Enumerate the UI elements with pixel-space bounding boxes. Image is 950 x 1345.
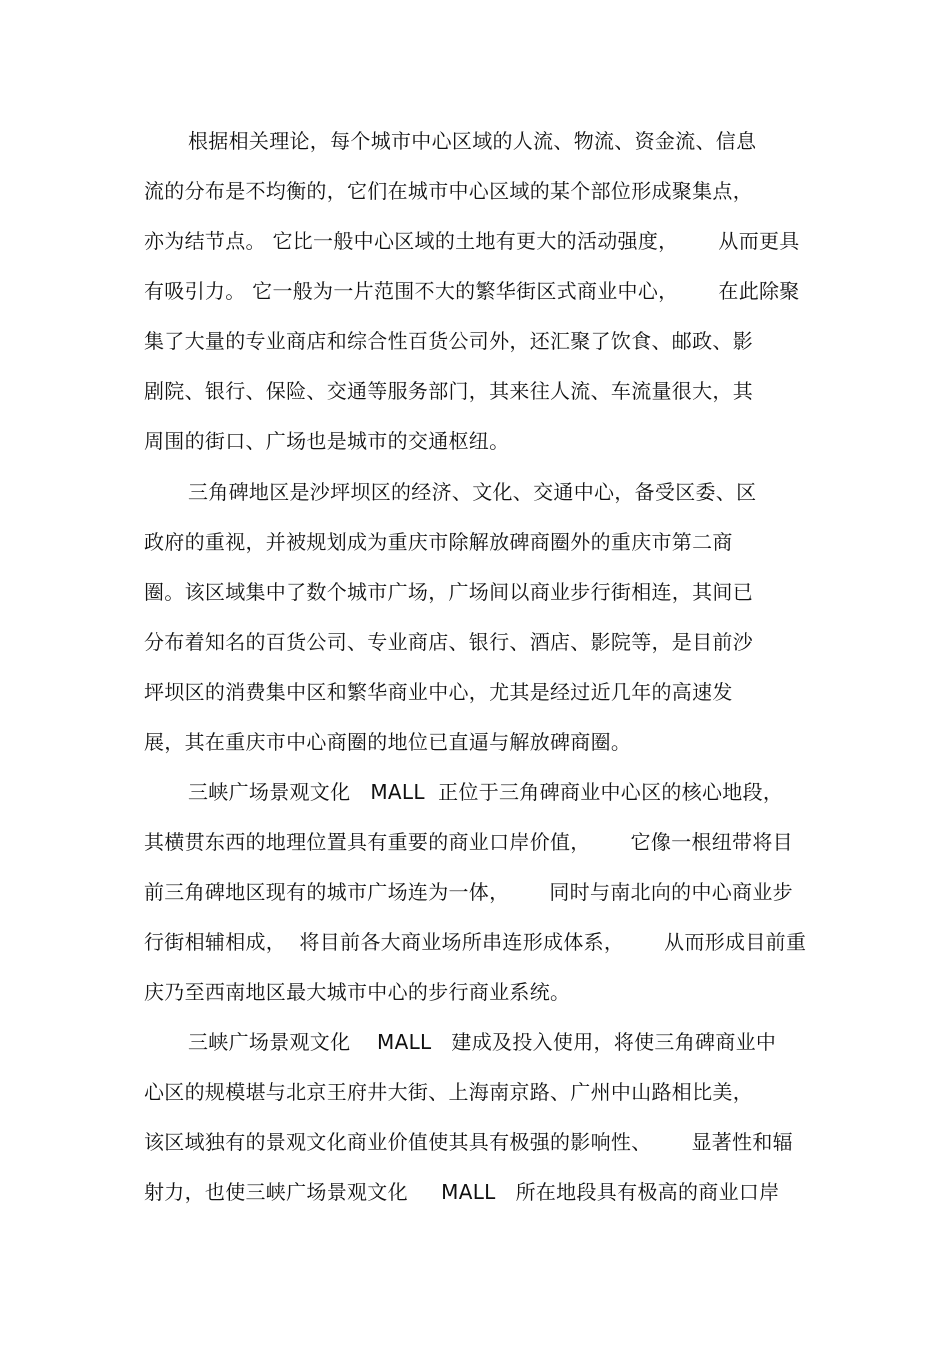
text-line: 亦为结节点。 它比一般中心区域的土地有更大的活动强度， 从而更具 (144, 229, 800, 253)
text-line: 心区的规模堪与北京王府井大街、上海南京路、广州中山路相比美， (144, 1080, 753, 1104)
text-line: 剧院、银行、保险、交通等服务部门，其来往人流、车流量很大，其 (144, 379, 753, 403)
text-line: 分布着知名的百货公司、专业商店、银行、酒店、影院等，是目前沙 (144, 630, 753, 654)
text-line: 该区域独有的景观文化商业价值使其具有极强的影响性、 显著性和辐 (144, 1130, 793, 1154)
text-line: 庆乃至西南地区最大城市中心的步行商业系统。 (144, 980, 571, 1004)
text-line: 流的分布是不均衡的，它们在城市中心区域的某个部位形成聚集点， (144, 179, 753, 203)
text-line: 政府的重视，并被规划成为重庆市除解放碑商圈外的重庆市第二商 (144, 530, 733, 554)
text-line: 行街相辅相成， 将目前各大商业场所串连形成体系， 从而形成目前重 (144, 930, 807, 954)
text-line: 前三角碑地区现有的城市广场连为一体， 同时与南北向的中心商业步 (144, 880, 793, 904)
text-line: 三角碑地区是沙坪坝区的经济、文化、交通中心，备受区委、区 (188, 480, 757, 504)
text-line: 根据相关理论，每个城市中心区域的人流、物流、资金流、信息 (188, 129, 757, 153)
text-line: 坪坝区的消费集中区和繁华商业中心，尤其是经过近几年的高速发 (144, 680, 733, 704)
text-line: 圈。该区域集中了数个城市广场，广场间以商业步行街相连，其间已 (144, 580, 753, 604)
text-line: 展，其在重庆市中心商圈的地位已直逼与解放碑商圈。 (144, 730, 632, 754)
text-line: 三峡广场景观文化 MALL 建成及投入使用，将使三角碑商业中 (188, 1030, 777, 1054)
text-line: 射力，也使三峡广场景观文化 MALL 所在地段具有极高的商业口岸 (144, 1180, 780, 1204)
text-line: 集了大量的专业商店和综合性百货公司外，还汇聚了饮食、邮政、影 (144, 329, 753, 353)
text-line: 有吸引力。 它一般为一片范围不大的繁华街区式商业中心， 在此除聚 (144, 279, 800, 303)
text-line: 其横贯东西的地理位置具有重要的商业口岸价值， 它像一根纽带将目 (144, 830, 793, 854)
text-line: 三峡广场景观文化 MALL 正位于三角碑商业中心区的核心地段， (188, 780, 784, 804)
text-line: 周围的街口、广场也是城市的交通枢纽。 (144, 429, 510, 453)
